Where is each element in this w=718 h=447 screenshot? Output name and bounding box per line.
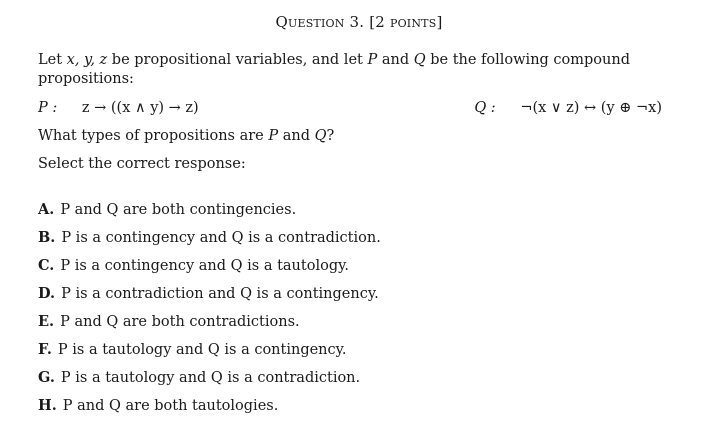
question-number: Question 3.	[275, 13, 365, 31]
intro-text-1: Let	[38, 52, 67, 68]
prompt-q: Q	[314, 128, 327, 144]
intro-variables: x, y, z	[66, 52, 108, 68]
formula-p-expression: z → ((x ∧ y) → z)	[81, 100, 199, 116]
option-g[interactable]	[38, 367, 678, 395]
option-h[interactable]	[38, 395, 678, 423]
instruction-text: Select the correct response:	[38, 156, 246, 172]
prompt-and: and	[278, 128, 315, 144]
option-c[interactable]	[38, 255, 678, 283]
option-letter: A.	[38, 201, 55, 218]
option-d[interactable]	[38, 283, 678, 311]
option-text: P and Q are both contingencies.	[60, 202, 297, 218]
answer-options	[38, 199, 678, 423]
prompt-text: What types of propositions are	[38, 128, 269, 144]
question-points: [2 points]	[369, 13, 443, 31]
option-e[interactable]	[38, 311, 678, 339]
formula-row	[38, 100, 678, 120]
option-letter: G.	[38, 369, 55, 386]
formula-q	[474, 100, 662, 116]
intro-and: and	[377, 52, 414, 68]
option-letter: F.	[38, 341, 52, 358]
prompt-end: ?	[326, 128, 335, 144]
intro-paragraph	[38, 51, 668, 89]
option-letter: D.	[38, 285, 56, 302]
intro-p: P	[367, 52, 378, 68]
option-a[interactable]	[38, 199, 678, 227]
option-text: P and Q are both tautologies.	[62, 398, 279, 414]
formula-p	[38, 100, 199, 116]
formula-p-label: P :	[38, 100, 58, 116]
intro-text-3: be the following compound propositions:	[38, 52, 630, 87]
question-prompt	[38, 127, 668, 146]
option-letter: C.	[38, 257, 55, 274]
option-letter: B.	[38, 229, 56, 246]
prompt-p: P	[268, 128, 279, 144]
option-text: P is a tautology and Q is a contradiction.	[60, 370, 361, 386]
option-text: P is a contradiction and Q is a contingency.	[61, 286, 379, 302]
formula-q-expression: ¬(x ∨ z) ↔ (y ⊕ ¬x)	[520, 100, 662, 116]
intro-q: Q	[413, 52, 426, 68]
intro-text-2: be propositional variables, and let	[107, 52, 368, 68]
option-text: P is a contingency and Q is a tautology.	[60, 258, 349, 274]
option-b[interactable]	[38, 227, 678, 255]
formula-q-label: Q :	[474, 100, 496, 116]
option-f[interactable]	[38, 339, 678, 367]
option-text: P and Q are both contradictions.	[60, 314, 300, 330]
option-text: P is a contingency and Q is a contradiction.	[61, 230, 381, 246]
option-letter: H.	[38, 397, 57, 414]
option-text: P is a tautology and Q is a contingency.	[57, 342, 347, 358]
question-title	[0, 13, 718, 31]
option-letter: E.	[38, 313, 55, 330]
